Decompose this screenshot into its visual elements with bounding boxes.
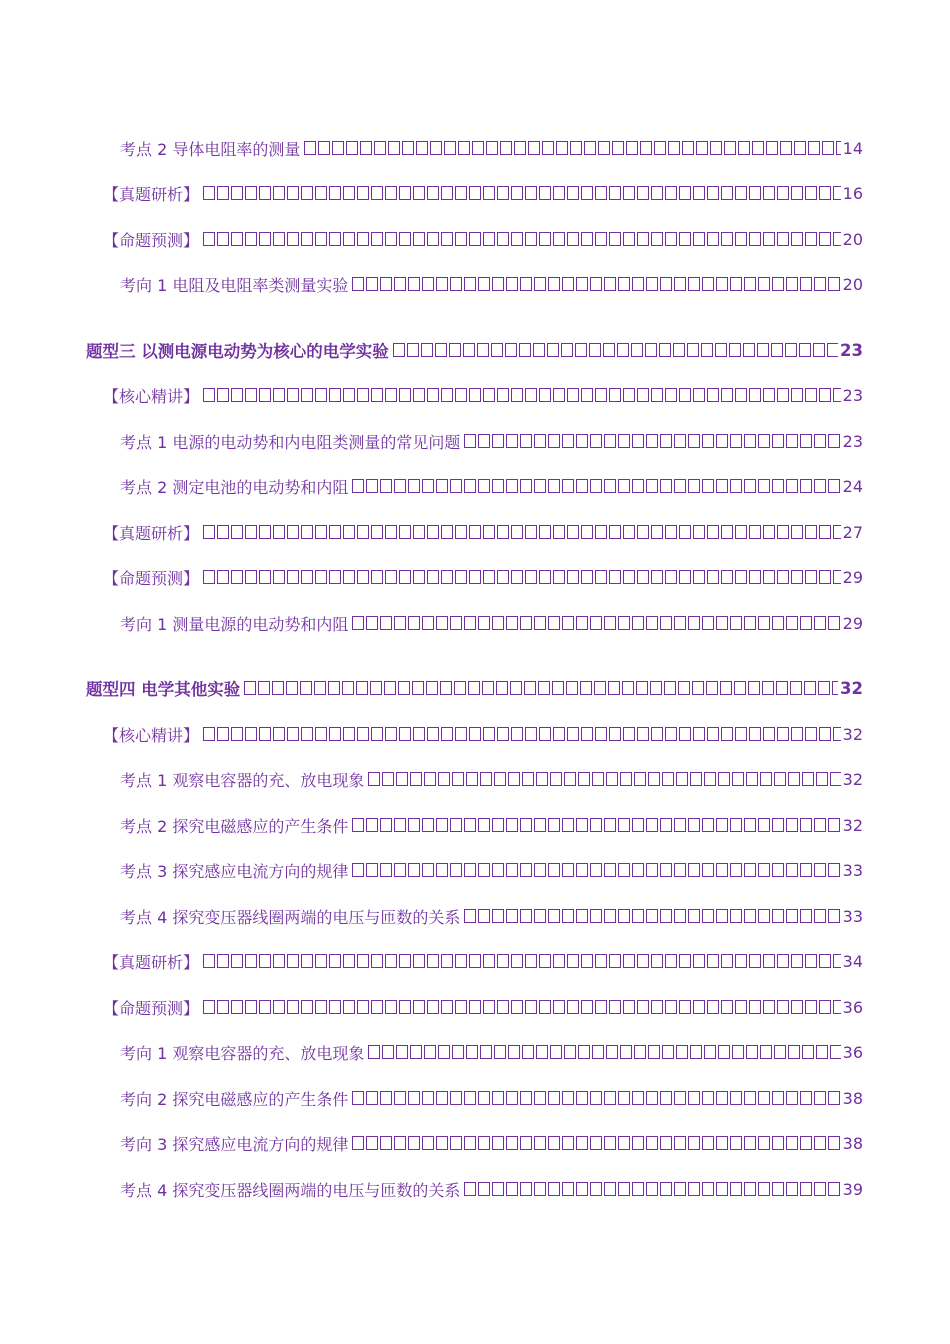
toc-entry-page: 27 [842,522,863,542]
toc-leader [352,616,840,630]
toc-entry-page: 29 [842,613,863,633]
toc-leader [352,863,840,877]
toc-entry[interactable] [103,383,863,407]
toc-entry-page: 16 [842,183,863,203]
toc-entry-page: 29 [842,567,863,587]
toc-entry-page: 38 [842,1088,863,1108]
toc-entry-page: 20 [842,274,863,294]
toc-leader [352,1091,840,1105]
toc-entry-label: 考点 2 探究电磁感应的产生条件 [120,816,349,836]
toc-leader [464,909,840,923]
toc-entry-page: 32 [842,769,863,789]
toc-leader [352,1136,840,1150]
toc-entry[interactable] [120,1131,863,1155]
toc-entry-label: 【命题预测】 [103,998,200,1018]
toc-entry[interactable] [120,1040,863,1064]
toc-entry-label: 考向 1 测量电源的电动势和内阻 [120,614,349,634]
toc-entry[interactable] [103,227,863,251]
toc-leader [203,1000,841,1014]
toc-entry-label: 考向 3 探究感应电流方向的规律 [120,1134,349,1154]
toc-entry[interactable] [103,181,863,205]
toc-entry-label: 考向 1 观察电容器的充、放电现象 [120,1043,365,1063]
toc-leader [244,681,838,695]
toc-leader [203,388,841,402]
toc-entry-page: 20 [842,229,863,249]
toc-leader [393,343,838,357]
toc-leader [203,727,841,741]
toc-entry-page: 32 [840,678,863,698]
toc-leader [203,954,841,968]
toc-entry[interactable] [120,767,863,791]
toc-entry-page: 33 [842,860,863,880]
toc-leader [203,232,841,246]
toc-leader [203,525,841,539]
toc-entry-label: 题型四 电学其他实验 [86,680,241,699]
toc-entry-page: 39 [842,1179,863,1199]
toc-entry-label: 考点 1 观察电容器的充、放电现象 [120,770,365,790]
toc-entry-page: 24 [842,476,863,496]
toc-entry-page: 33 [842,906,863,926]
toc-entry-label: 考向 1 电阻及电阻率类测量实验 [120,275,349,295]
toc-entry-page: 23 [842,431,863,451]
toc-entry[interactable] [120,904,863,928]
toc-entry[interactable] [103,520,863,544]
toc-entry[interactable] [103,565,863,589]
toc-leader [368,1045,840,1059]
toc-entry-page: 36 [842,1042,863,1062]
toc-entry[interactable] [120,858,863,882]
toc-section-entry[interactable] [86,676,863,700]
toc-entry[interactable] [120,429,863,453]
toc-leader [464,434,840,448]
toc-leader [304,141,840,155]
toc-entry[interactable] [103,949,863,973]
toc-leader [464,1182,840,1196]
toc-entry-page: 23 [842,385,863,405]
toc-entry-label: 【核心精讲】 [103,725,200,745]
toc-entry[interactable] [103,995,863,1019]
toc-entry[interactable] [120,1177,863,1201]
toc-entry-page: 23 [840,340,863,360]
toc-entry-label: 考点 4 探究变压器线圈两端的电压与匝数的关系 [120,907,461,927]
toc-section-entry[interactable] [86,338,863,362]
toc-entry-label: 【命题预测】 [103,230,200,250]
toc-entry-page: 38 [842,1133,863,1153]
toc-entry[interactable] [120,136,863,160]
toc-entry-page: 32 [842,815,863,835]
toc-entry-page: 32 [842,724,863,744]
toc-leader [352,479,840,493]
toc-entry-label: 考点 4 探究变压器线圈两端的电压与匝数的关系 [120,1180,461,1200]
toc-entry-page: 36 [842,997,863,1017]
toc-leader [203,570,841,584]
toc-entry-label: 【命题预测】 [103,568,200,588]
toc-entry[interactable] [120,272,863,296]
toc-entry-page: 14 [842,138,863,158]
toc-entry-page: 34 [842,951,863,971]
toc-entry-label: 【真题研析】 [103,523,200,543]
toc-entry-label: 考点 1 电源的电动势和内电阻类测量的常见问题 [120,432,461,452]
toc-leader [368,772,840,786]
toc-entry[interactable] [120,1086,863,1110]
toc-entry-label: 考点 3 探究感应电流方向的规律 [120,861,349,881]
toc-leader [352,818,840,832]
toc-entry-label: 题型三 以测电源电动势为核心的电学实验 [86,342,389,361]
toc-entry-label: 考向 2 探究电磁感应的产生条件 [120,1089,349,1109]
toc-entry-label: 【真题研析】 [103,952,200,972]
toc-entry-label: 考点 2 导体电阻率的测量 [120,139,301,159]
toc-leader [203,186,841,200]
toc-entry[interactable] [103,722,863,746]
toc-entry-label: 考点 2 测定电池的电动势和内阻 [120,477,349,497]
toc-entry[interactable] [120,474,863,498]
toc-entry[interactable] [120,813,863,837]
toc-entry[interactable] [120,611,863,635]
toc-entry-label: 【真题研析】 [103,184,200,204]
toc-leader [352,277,840,291]
toc-entry-label: 【核心精讲】 [103,386,200,406]
